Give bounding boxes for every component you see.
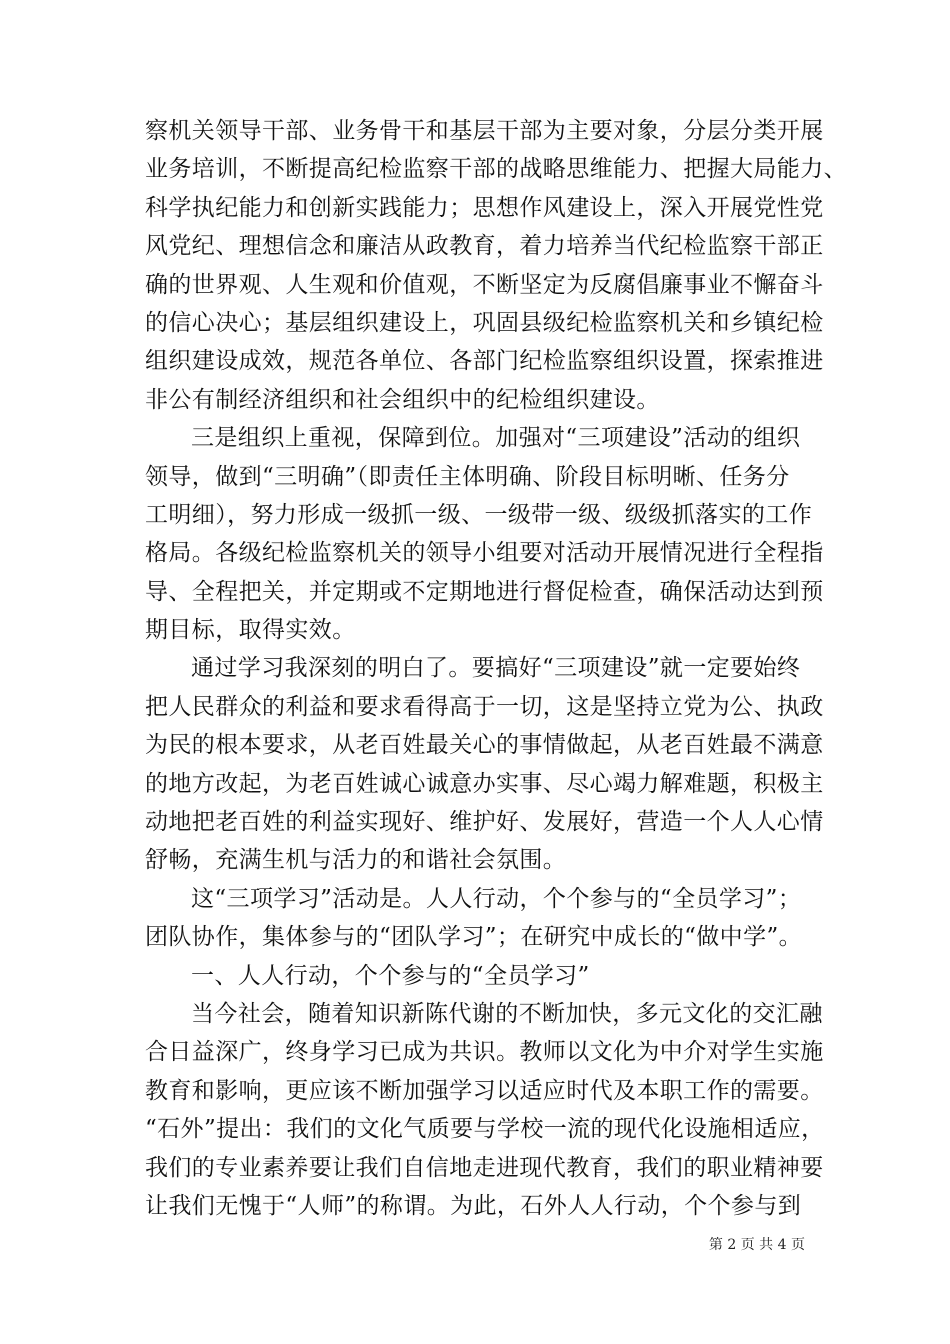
- text-line: 的信心决心；基层组织建设上，巩固县级纪检监察机关和乡镇纪检: [145, 309, 824, 336]
- text-line: 领导，做到“三明确”（即责任主体明确、阶段目标明晰、任务分: [145, 463, 790, 490]
- text-line: 科学执纪能力和创新实践能力；思想作风建设上，深入开展党性党: [145, 194, 824, 221]
- text-line: 这“三项学习”活动是。人人行动，个个参与的“全员学习”；: [191, 885, 802, 912]
- text-line: 合日益深广，终身学习已成为共识。教师以文化为中介对学生实施: [145, 1039, 824, 1066]
- text-line: 舒畅，充满生机与活力的和谐社会氛围。: [145, 847, 567, 874]
- text-line: 三是组织上重视，保障到位。加强对“三项建设”活动的组织: [191, 425, 801, 452]
- page-footer: 第 2 页 共 4 页: [708, 1237, 805, 1253]
- text-line: 通过学习我深刻的明白了。要搞好“三项建设”就一定要始终: [191, 655, 801, 682]
- text-line: 动地把老百姓的利益实现好、维护好、发展好，营造一个人人心情: [145, 809, 824, 836]
- text-line: 期目标，取得实效。: [145, 617, 356, 644]
- text-line: 让我们无愧于“人师”的称谓。为此，石外人人行动，个个参与到: [145, 1192, 802, 1219]
- text-line: 我们的专业素养要让我们自信地走进现代教育，我们的职业精神要: [145, 1154, 824, 1181]
- text-line: 工明细），努力形成一级抓一级、一级带一级、级级抓落实的工作: [145, 501, 813, 528]
- text-line: 察机关领导干部、业务骨干和基层干部为主要对象，分层分类开展: [145, 118, 824, 144]
- text-line: 当今社会，随着知识新陈代谢的不断加快，多元文化的交汇融: [191, 1000, 823, 1027]
- text-line: 风党纪、理想信念和廉洁从政教育，着力培养当代纪检监察干部正: [145, 233, 824, 260]
- text-line: 把人民群众的利益和要求看得高于一切，这是坚持立党为公、执政: [145, 693, 824, 720]
- text-line: 组织建设成效，规范各单位、各部门纪检监察组织设置，探索推进: [145, 348, 824, 375]
- text-line: 业务培训，不断提高纪检监察干部的战略思维能力、把握大局能力、: [145, 156, 847, 183]
- text-line: “石外”提出：我们的文化气质要与学校一流的现代化设施相适应，: [145, 1116, 825, 1143]
- text-line: 团队协作，集体参与的“团队学习”；在研究中成长的“做中学”。: [145, 924, 803, 951]
- text-line: 一、人人行动，个个参与的“全员学习”: [191, 962, 590, 989]
- text-line: 格局。各级纪检监察机关的领导小组要对活动开展情况进行全程指: [145, 540, 824, 567]
- text-line: 确的世界观、人生观和价值观，不断坚定为反腐倡廉事业不懈奋斗: [145, 271, 824, 298]
- text-line: 的地方改起，为老百姓诚心诚意办实事、尽心竭力解难题，积极主: [145, 770, 824, 797]
- document-body: [145, 112, 847, 1225]
- text-line: 非公有制经济组织和社会组织中的纪检组织建设。: [145, 386, 660, 413]
- text-line: 教育和影响，更应该不断加强学习以适应时代及本职工作的需要。: [145, 1077, 824, 1104]
- text-line: 导、全程把关，并定期或不定期地进行督促检查，确保活动达到预: [145, 578, 824, 605]
- text-line: 为民的根本要求，从老百姓最关心的事情做起，从老百姓最不满意: [145, 732, 824, 759]
